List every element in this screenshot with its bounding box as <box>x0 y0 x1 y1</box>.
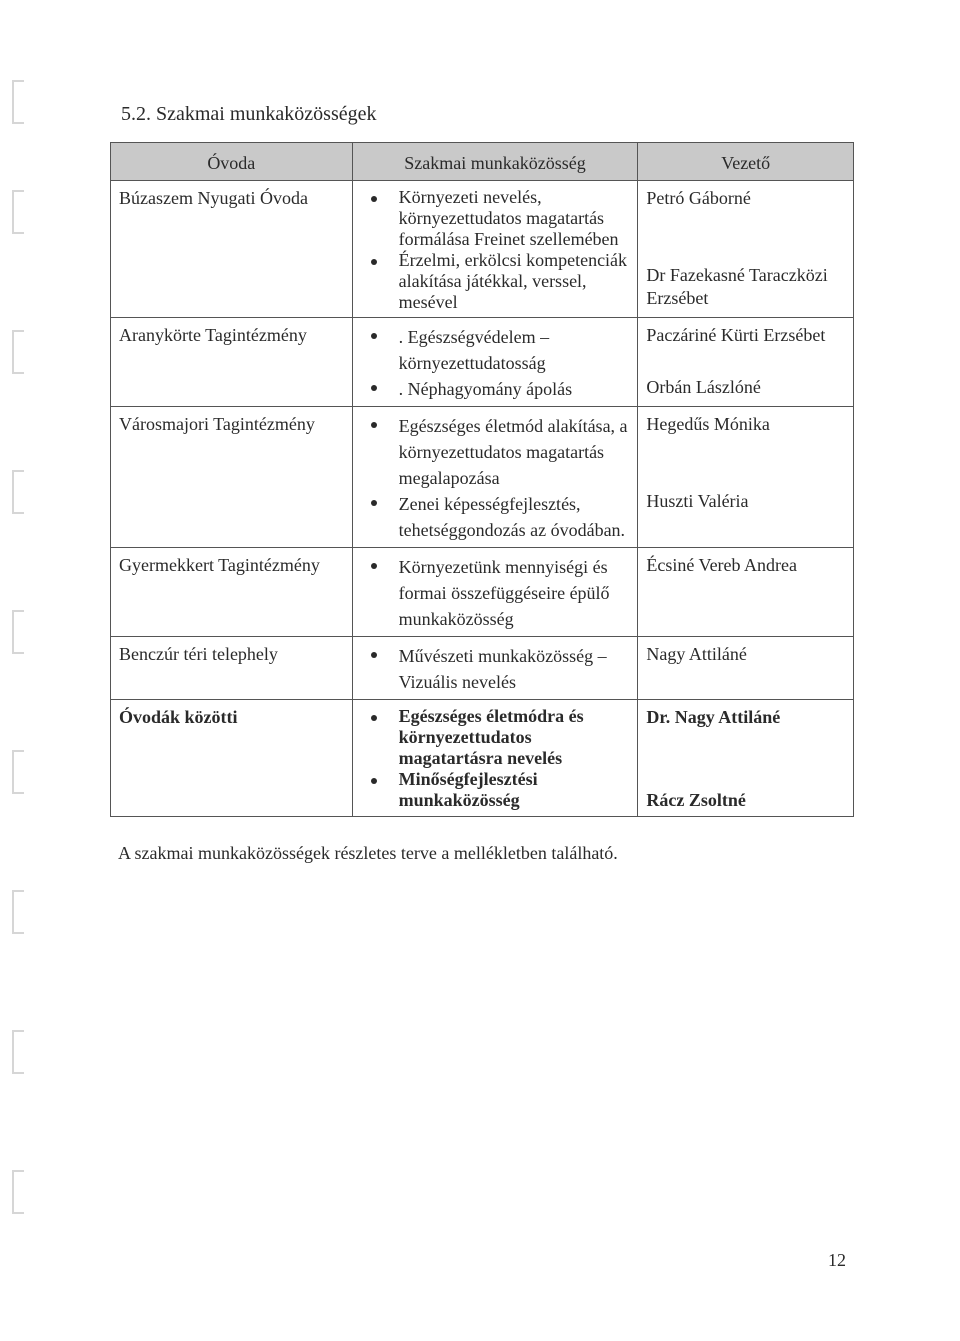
list-item: Zenei képességfejlesztés, tehetséggondozás az óvodában. <box>361 491 632 543</box>
leader-name: Rácz Zsoltné <box>646 790 746 810</box>
page-number: 12 <box>828 1250 846 1270</box>
footnote-text: A szakmai munkaközösségek részletes terve a mellékletben található. <box>118 843 618 863</box>
leader-name: Paczáriné Kürti Erzsébet <box>646 325 826 345</box>
table-header-row <box>111 143 854 181</box>
munkakozosseg-cell <box>352 548 638 637</box>
leader-name: Orbán Lászlóné <box>646 377 761 397</box>
leader-name: Huszti Valéria <box>646 491 749 511</box>
list-item: Minőségfejlesztési munkaközösség <box>361 769 632 811</box>
binder-mark <box>12 80 24 124</box>
section-heading: 5.2. Szakmai munkaközösségek <box>121 103 377 125</box>
list-item: Környezetünk mennyiségi és formai összefüggéseire épülő munkaközösség <box>361 554 632 632</box>
munkakozosseg-cell <box>352 318 638 407</box>
munkakozosseg-cell <box>352 181 638 318</box>
list-item: Környezeti nevelés, környezettudatos magatartás formálása Freinet szellemében <box>361 187 632 250</box>
header-vezeto: Vezető <box>638 143 854 181</box>
list-item: Egészséges életmódra és környezettudatos magatartásra nevelés <box>361 706 632 769</box>
leader-name: Dr. Nagy Attiláné <box>646 707 781 727</box>
table-row <box>111 407 854 548</box>
leader-name: Nagy Attiláné <box>646 644 747 664</box>
list-item: Érzelmi, erkölcsi kompetenciák alakítása játékkal, verssel, mesével <box>361 250 632 313</box>
vezeto-cell <box>638 181 854 318</box>
list-item: Egészséges életmód alakítása, a környezettudatos magatartás megalapozása <box>361 413 632 491</box>
munkakozosseg-cell <box>352 407 638 548</box>
binder-mark <box>12 470 24 514</box>
list-item: . Néphagyomány ápolás <box>361 376 632 402</box>
leader-name: Petró Gáborné <box>646 188 751 208</box>
munkakozosseg-cell <box>352 700 638 817</box>
binder-mark <box>12 890 24 934</box>
ovoda-cell: Városmajori Tagintézmény <box>111 407 353 548</box>
leader-name: Dr Fazekasné Taraczközi Erzsébet <box>646 265 828 308</box>
list-item: Művészeti munkaközösség – Vizuális nevelés <box>361 643 632 695</box>
item-list <box>361 324 632 402</box>
leader-name: Hegedűs Mónika <box>646 414 770 434</box>
vezeto-cell <box>638 407 854 548</box>
item-list <box>361 706 632 811</box>
vezeto-cell <box>638 700 854 817</box>
ovoda-cell: Benczúr téri telephely <box>111 637 353 700</box>
leader-name: Écsiné Vereb Andrea <box>646 555 798 575</box>
item-list <box>361 643 632 695</box>
table-row <box>111 548 854 637</box>
ovoda-cell: Óvodák közötti <box>111 700 353 817</box>
ovoda-cell: Aranykörte Tagintézmény <box>111 318 353 407</box>
table-row <box>111 700 854 817</box>
vezeto-cell <box>638 318 854 407</box>
vezeto-cell <box>638 637 854 700</box>
table-row <box>111 318 854 407</box>
table-row <box>111 181 854 318</box>
ovoda-cell: Gyermekkert Tagintézmény <box>111 548 353 637</box>
ovoda-cell: Búzaszem Nyugati Óvoda <box>111 181 353 318</box>
list-item: . Egészségvédelem – környezettudatosság <box>361 324 632 376</box>
item-list <box>361 554 632 632</box>
header-ovoda: Óvoda <box>111 143 353 181</box>
table-row <box>111 637 854 700</box>
header-munkakozosseg: Szakmai munkaközösség <box>352 143 638 181</box>
item-list <box>361 187 632 313</box>
binder-mark <box>12 330 24 374</box>
munkakozosseg-cell <box>352 637 638 700</box>
vezeto-cell <box>638 548 854 637</box>
item-list <box>361 413 632 543</box>
binder-mark <box>12 1170 24 1214</box>
binder-mark <box>12 1030 24 1074</box>
binder-mark <box>12 750 24 794</box>
work-groups-table <box>110 142 854 817</box>
binder-mark <box>12 610 24 654</box>
binder-mark <box>12 190 24 234</box>
